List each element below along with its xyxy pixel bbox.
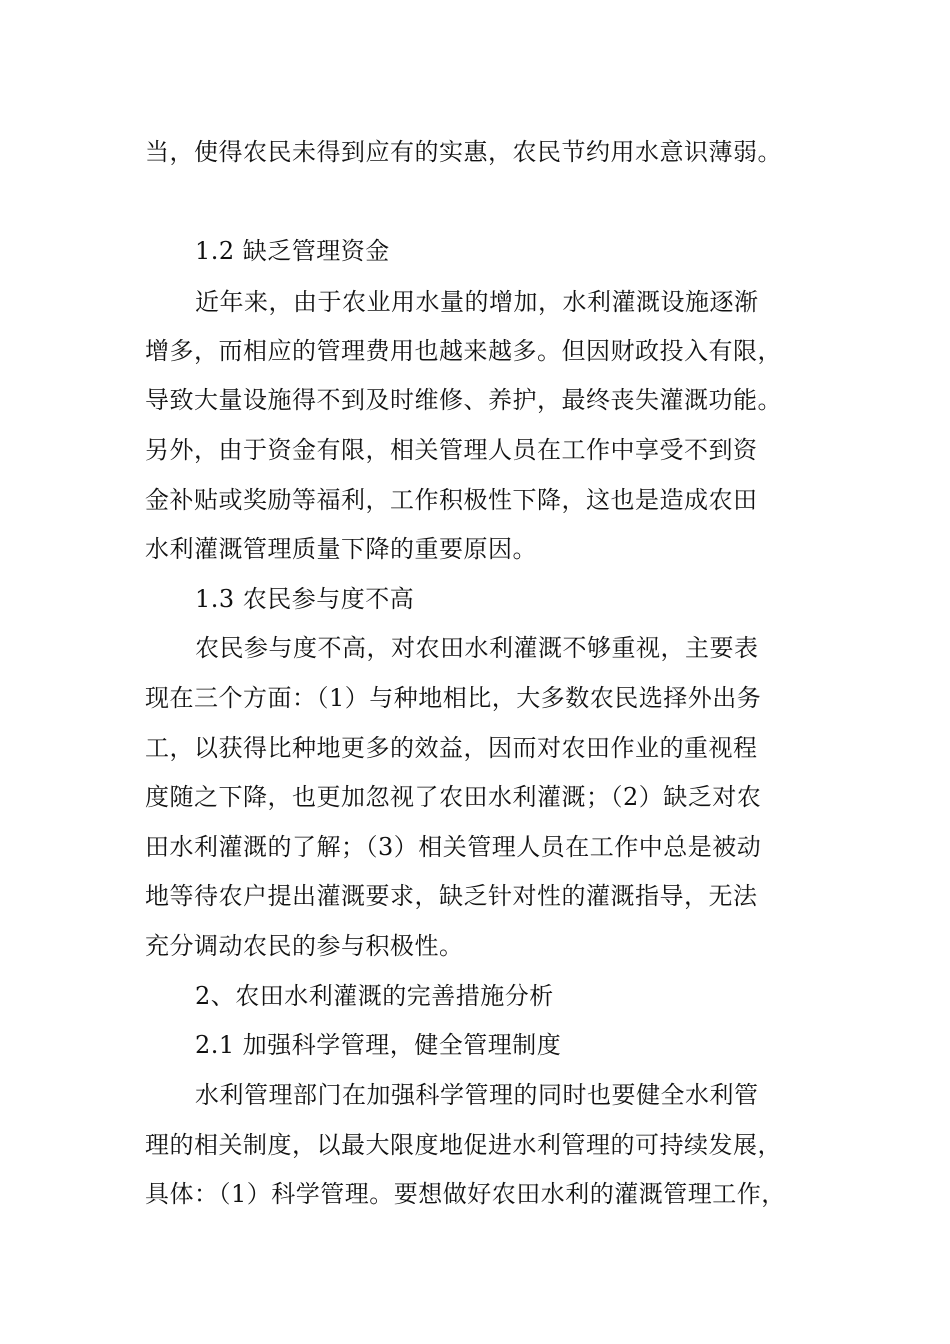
paragraph-line: 当，使得农民未得到应有的实惠，农民节约用水意识薄弱。 bbox=[145, 138, 782, 166]
paragraph-line: 田水利灌溉的了解；（3）相关管理人员在工作中总是被动 bbox=[145, 833, 762, 861]
paragraph-line: 具体：（1）科学管理。要想做好农田水利的灌溉管理工作， bbox=[145, 1180, 786, 1208]
section-heading: 2、农田水利灌溉的完善措施分析 bbox=[195, 982, 554, 1010]
paragraph-line: 增多，而相应的管理费用也越来越多。但因财政投入有限， bbox=[145, 337, 782, 365]
section-heading: 2.1 加强科学管理，健全管理制度 bbox=[195, 1031, 562, 1059]
section-heading: 1.3 农民参与度不高 bbox=[195, 585, 415, 613]
paragraph-line: 金补贴或奖励等福利，工作积极性下降，这也是造成农田 bbox=[145, 486, 758, 514]
paragraph-line: 水利管理部门在加强科学管理的同时也要健全水利管 bbox=[195, 1081, 759, 1109]
paragraph-line: 农民参与度不高，对农田水利灌溉不够重视，主要表 bbox=[195, 634, 759, 662]
paragraph-line: 充分调动农民的参与积极性。 bbox=[145, 932, 464, 960]
paragraph-line: 另外，由于资金有限，相关管理人员在工作中享受不到资 bbox=[145, 436, 758, 464]
paragraph-line: 导致大量设施得不到及时维修、养护，最终丧失灌溉功能。 bbox=[145, 386, 782, 414]
paragraph-line: 度随之下降，也更加忽视了农田水利灌溉；（2）缺乏对农 bbox=[145, 783, 762, 811]
paragraph-line: 现在三个方面：（1）与种地相比，大多数农民选择外出务 bbox=[145, 684, 762, 712]
paragraph-line: 水利灌溉管理质量下降的重要原因。 bbox=[145, 535, 537, 563]
paragraph-line: 地等待农户提出灌溉要求，缺乏针对性的灌溉指导，无法 bbox=[145, 882, 758, 910]
paragraph-line: 近年来，由于农业用水量的增加，水利灌溉设施逐渐 bbox=[195, 288, 759, 316]
section-heading: 1.2 缺乏管理资金 bbox=[195, 237, 390, 265]
paragraph-line: 工，以获得比种地更多的效益，因而对农田作业的重视程 bbox=[145, 734, 758, 762]
paragraph-line: 理的相关制度，以最大限度地促进水利管理的可持续发展， bbox=[145, 1131, 782, 1159]
